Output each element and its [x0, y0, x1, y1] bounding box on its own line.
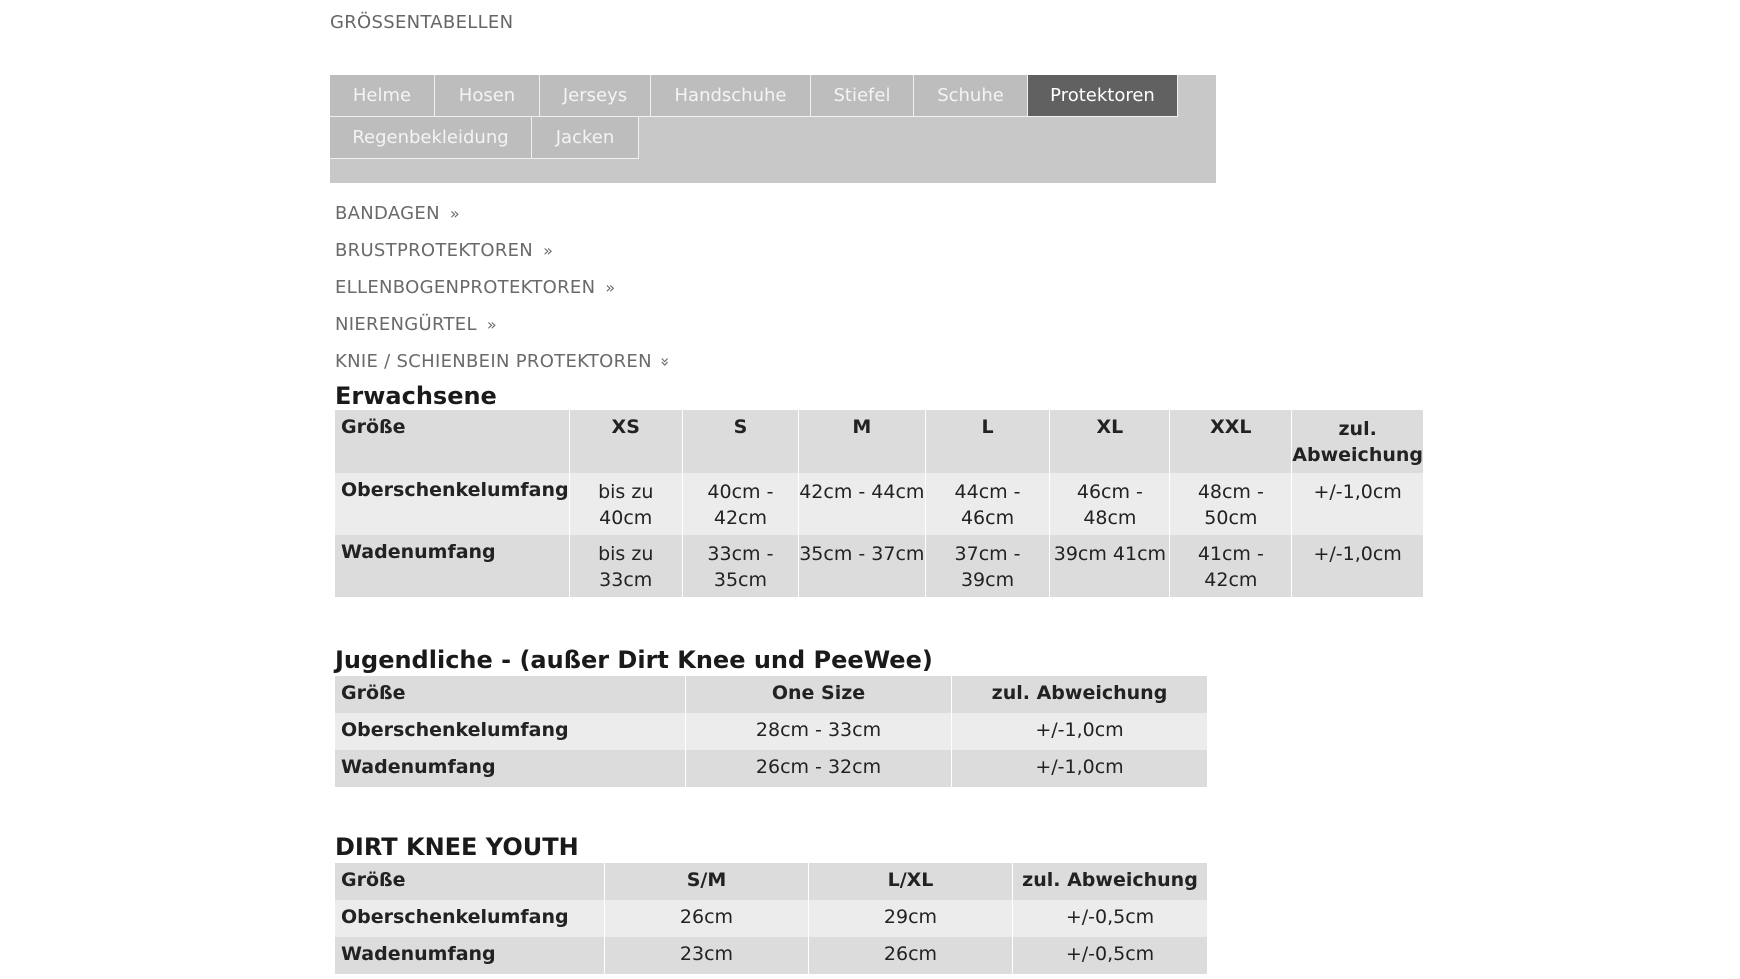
- table-cell: bis zu 33cm: [569, 535, 682, 597]
- table-cell: +/-1,0cm: [952, 750, 1208, 787]
- table-header: L: [925, 410, 1050, 473]
- chevron-right-icon: »: [486, 315, 497, 334]
- category-ellenbogenprotektoren[interactable]: ELLENBOGENPROTEKTOREN »: [335, 277, 616, 298]
- tab-bar: [330, 75, 1216, 183]
- table-cell: 40cm - 42cm: [682, 473, 798, 535]
- tab-protektoren[interactable]: Protektoren: [1028, 75, 1178, 117]
- table-cell: 44cm - 46cm: [925, 473, 1050, 535]
- table-header: Größe: [335, 863, 605, 900]
- table-cell: Oberschenkelumfang: [335, 473, 569, 535]
- chevron-right-icon: »: [543, 241, 554, 260]
- category-brustprotektoren[interactable]: BRUSTPROTEKTOREN »: [335, 240, 554, 261]
- table-header: zul. Abweichung: [952, 676, 1208, 713]
- table-header: One Size: [686, 676, 952, 713]
- youth-title: Jugendliche - (außer Dirt Knee und PeeWee): [335, 646, 933, 674]
- table-cell: 48cm - 50cm: [1170, 473, 1292, 535]
- table-cell: 35cm - 37cm: [799, 535, 926, 597]
- table-cell: +/-0,5cm: [1013, 900, 1208, 937]
- tab-helme[interactable]: Helme: [330, 75, 435, 117]
- table-header: S: [682, 410, 798, 473]
- table-cell: 26cm - 32cm: [686, 750, 952, 787]
- tab-hosen[interactable]: Hosen: [435, 75, 540, 117]
- table-header: zul. Abweichung: [1292, 410, 1424, 473]
- chevron-right-icon: »: [449, 204, 460, 223]
- tab-schuhe[interactable]: Schuhe: [914, 75, 1028, 117]
- table-header: XL: [1050, 410, 1170, 473]
- table-cell: bis zu 40cm: [569, 473, 682, 535]
- chevron-down-icon: »: [655, 356, 675, 368]
- table-cell: 42cm - 44cm: [799, 473, 926, 535]
- table-cell: Oberschenkelumfang: [335, 713, 686, 750]
- youth-size-table: [335, 676, 1208, 787]
- tab-stiefel[interactable]: Stiefel: [811, 75, 914, 117]
- adults-title: Erwachsene: [335, 382, 497, 410]
- category-list: [335, 200, 675, 385]
- adults-size-table: [335, 410, 1424, 597]
- table-cell: 26cm: [809, 937, 1013, 974]
- tab-handschuhe[interactable]: Handschuhe: [651, 75, 811, 117]
- dirt-knee-size-table: [335, 863, 1208, 974]
- table-cell: +/-1,0cm: [952, 713, 1208, 750]
- tab-jacken[interactable]: Jacken: [532, 117, 639, 159]
- table-header: Größe: [335, 410, 569, 473]
- table-cell: 39cm 41cm: [1050, 535, 1170, 597]
- table-cell: Wadenumfang: [335, 750, 686, 787]
- table-cell: 26cm: [605, 900, 809, 937]
- page-title: GRÖSSENTABELLEN: [330, 12, 514, 33]
- tab-jerseys[interactable]: Jerseys: [540, 75, 651, 117]
- table-cell: 23cm: [605, 937, 809, 974]
- table-cell: 29cm: [809, 900, 1013, 937]
- table-cell: +/-1,0cm: [1292, 535, 1424, 597]
- table-cell: Wadenumfang: [335, 937, 605, 974]
- table-cell: 41cm - 42cm: [1170, 535, 1292, 597]
- category-bandagen[interactable]: BANDAGEN »: [335, 203, 460, 224]
- chevron-right-icon: »: [605, 278, 616, 297]
- table-cell: 46cm - 48cm: [1050, 473, 1170, 535]
- table-cell: +/-0,5cm: [1013, 937, 1208, 974]
- table-header: zul. Abweichung: [1013, 863, 1208, 900]
- table-cell: +/-1,0cm: [1292, 473, 1424, 535]
- table-cell: Wadenumfang: [335, 535, 569, 597]
- table-header: Größe: [335, 676, 686, 713]
- table-header: L/XL: [809, 863, 1013, 900]
- table-cell: 33cm - 35cm: [682, 535, 798, 597]
- category-knie-schienbein[interactable]: KNIE / SCHIENBEIN PROTEKTOREN »: [335, 348, 670, 385]
- table-cell: 28cm - 33cm: [686, 713, 952, 750]
- table-header: M: [799, 410, 926, 473]
- table-cell: Oberschenkelumfang: [335, 900, 605, 937]
- dirt-knee-title: DIRT KNEE YOUTH: [335, 833, 579, 861]
- table-header: S/M: [605, 863, 809, 900]
- table-header: XXL: [1170, 410, 1292, 473]
- category-nierenguertel[interactable]: NIERENGÜRTEL »: [335, 314, 497, 335]
- tab-regenbekleidung[interactable]: Regenbekleidung: [330, 117, 532, 159]
- table-header: XS: [569, 410, 682, 473]
- table-cell: 37cm - 39cm: [925, 535, 1050, 597]
